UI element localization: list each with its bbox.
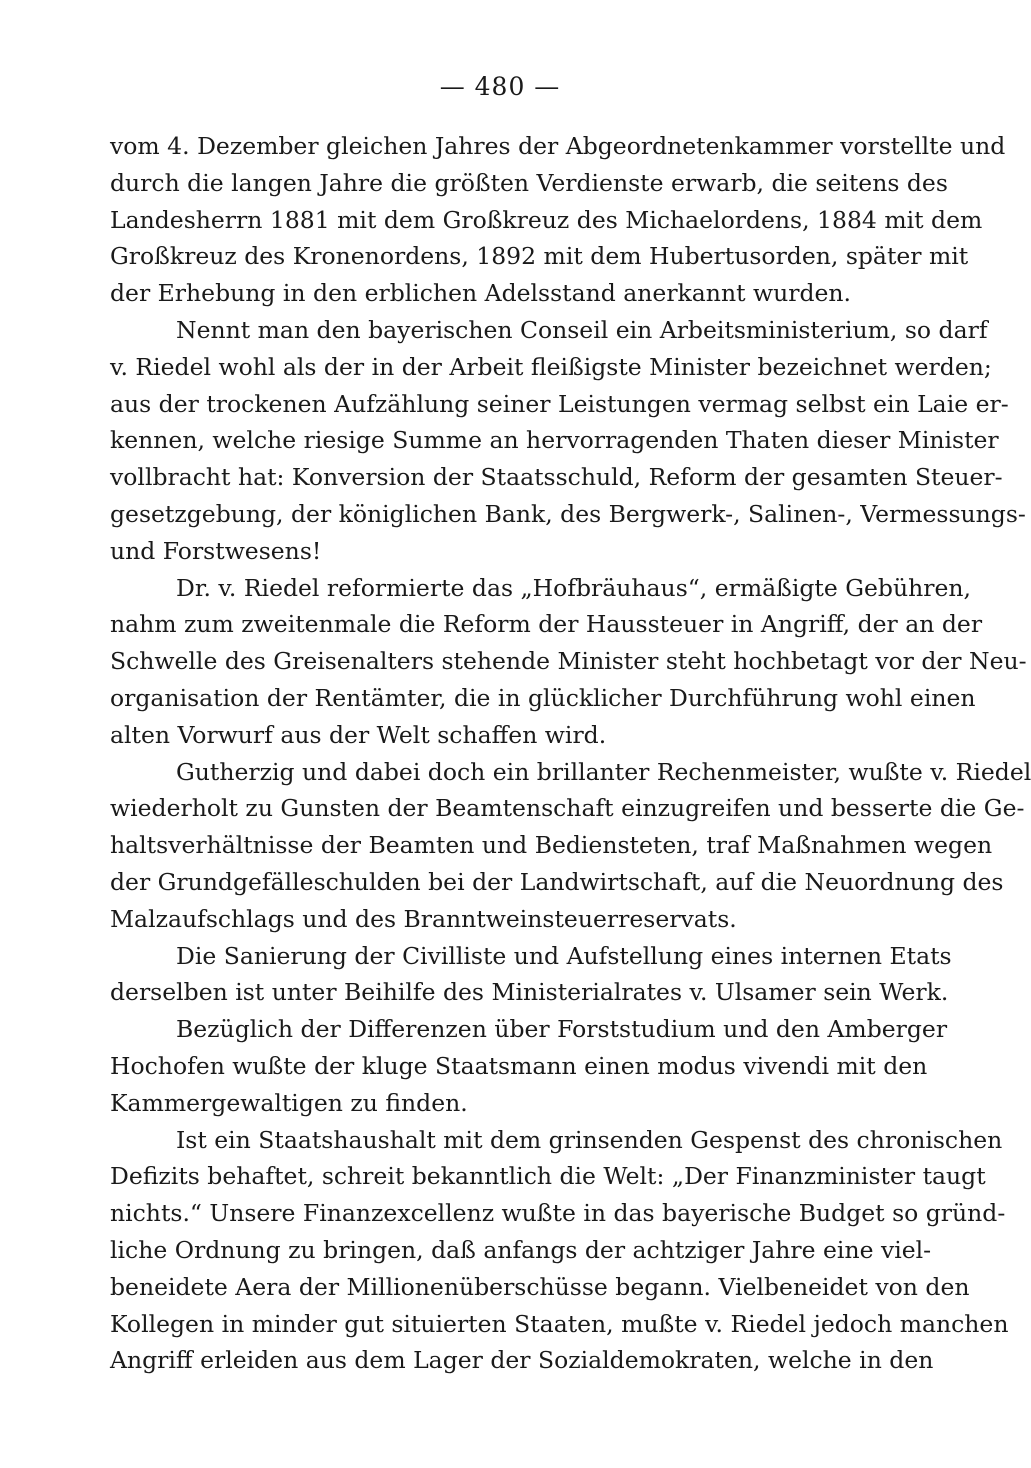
text-line: beneidete Aera der Millionenüberschüsse begann. Vielbeneidet von den: [110, 1272, 970, 1301]
text-line: aus der trockenen Aufzählung seiner Leistungen vermag selbst ein Laie er-: [110, 389, 1009, 418]
text-line: vom 4. Dezember gleichen Jahres der Abgeordnetenkammer vorstellte und: [110, 132, 1006, 160]
text-line: nichts.“ Unsere Finanzexcellenz wußte in das bayerische Budget so gründ-: [110, 1199, 1006, 1228]
text-line: Kammergewaltigen zu finden.: [110, 1088, 468, 1117]
text-line: v. Riedel wohl als der in der Arbeit fleißigste Minister bezeichnet werden;: [110, 352, 992, 381]
text-line: vollbracht hat: Konversion der Staatsschuld, Reform der gesamten Steuer-: [110, 463, 1003, 492]
text-line: Angriff erleiden aus dem Lager der Sozialdemokraten, welche in den: [110, 1346, 934, 1375]
text-line: Hochofen wußte der kluge Staatsmann einen modus vivendi mit den: [110, 1051, 928, 1080]
text-line: Kollegen in minder gut situierten Staaten, mußte v. Riedel jedoch manchen: [110, 1309, 1009, 1338]
text-line: haltsverhältnisse der Beamten und Bediensteten, traf Maßnahmen wegen: [110, 831, 993, 860]
paragraph-first-line: Bezüglich der Differenzen über Forststudium und den Amberger: [176, 1015, 948, 1044]
text-line: nahm zum zweitenmale die Reform der Haussteuer in Angriff, der an der: [110, 610, 983, 639]
body-text: [110, 128, 1031, 1379]
text-line: liche Ordnung zu bringen, daß anfangs der achtziger Jahre eine viel-: [110, 1235, 932, 1264]
text-line: und Forstwesens!: [110, 536, 322, 565]
paragraph-first-line: Nennt man den bayerischen Conseil ein Arbeitsministerium, so darf: [176, 315, 988, 344]
text-line: Schwelle des Greisenalters stehende Minister steht hochbetagt vor der Neu-: [110, 647, 1027, 676]
text-line: kennen, welche riesige Summe an hervorragenden Thaten dieser Minister: [110, 426, 999, 455]
paragraph-first-line: Dr. v. Riedel reformierte das „Hofbräuhaus“, ermäßigte Gebühren,: [176, 573, 971, 602]
text-line: Landesherrn 1881 mit dem Großkreuz des Michaelordens, 1884 mit dem: [110, 205, 983, 234]
text-line: der Erhebung in den erblichen Adelsstand anerkannt wurden.: [110, 279, 852, 308]
page-number: — 480 —: [439, 72, 561, 101]
text-line: organisation der Rentämter, die in glücklicher Durchführung wohl einen: [110, 683, 976, 712]
text-line: durch die langen Jahre die größten Verdienste erwarb, die seitens des: [110, 168, 948, 197]
text-line: gesetzgebung, der königlichen Bank, des Bergwerk-, Salinen-, Vermessungs-: [110, 499, 1026, 528]
text-line: derselben ist unter Beihilfe des Ministerialrates v. Ulsamer sein Werk.: [110, 978, 949, 1007]
paragraph-first-line: Die Sanierung der Civilliste und Aufstellung eines internen Etats: [176, 941, 952, 970]
paragraph-first-line: Ist ein Staatshaushalt mit dem grinsenden Gespenst des chronischen: [176, 1125, 1003, 1154]
text-line: der Grundgefälleschulden bei der Landwirtschaft, auf die Neuordnung des: [110, 867, 1004, 896]
text-line: Großkreuz des Kronenordens, 1892 mit dem Hubertusorden, später mit: [110, 242, 969, 271]
text-line: Defizits behaftet, schreit bekanntlich die Welt: „Der Finanzminister taugt: [110, 1162, 986, 1191]
text-line: wiederholt zu Gunsten der Beamtenschaft einzugreifen und besserte die Ge-: [110, 794, 1025, 823]
text-line: alten Vorwurf aus der Welt schaffen wird.: [110, 720, 607, 749]
paragraph-first-line: Gutherzig und dabei doch ein brillanter Rechenmeister, wußte v. Riedel: [176, 757, 1031, 786]
text-line: Malzaufschlags und des Branntweinsteuerreservats.: [110, 904, 737, 933]
